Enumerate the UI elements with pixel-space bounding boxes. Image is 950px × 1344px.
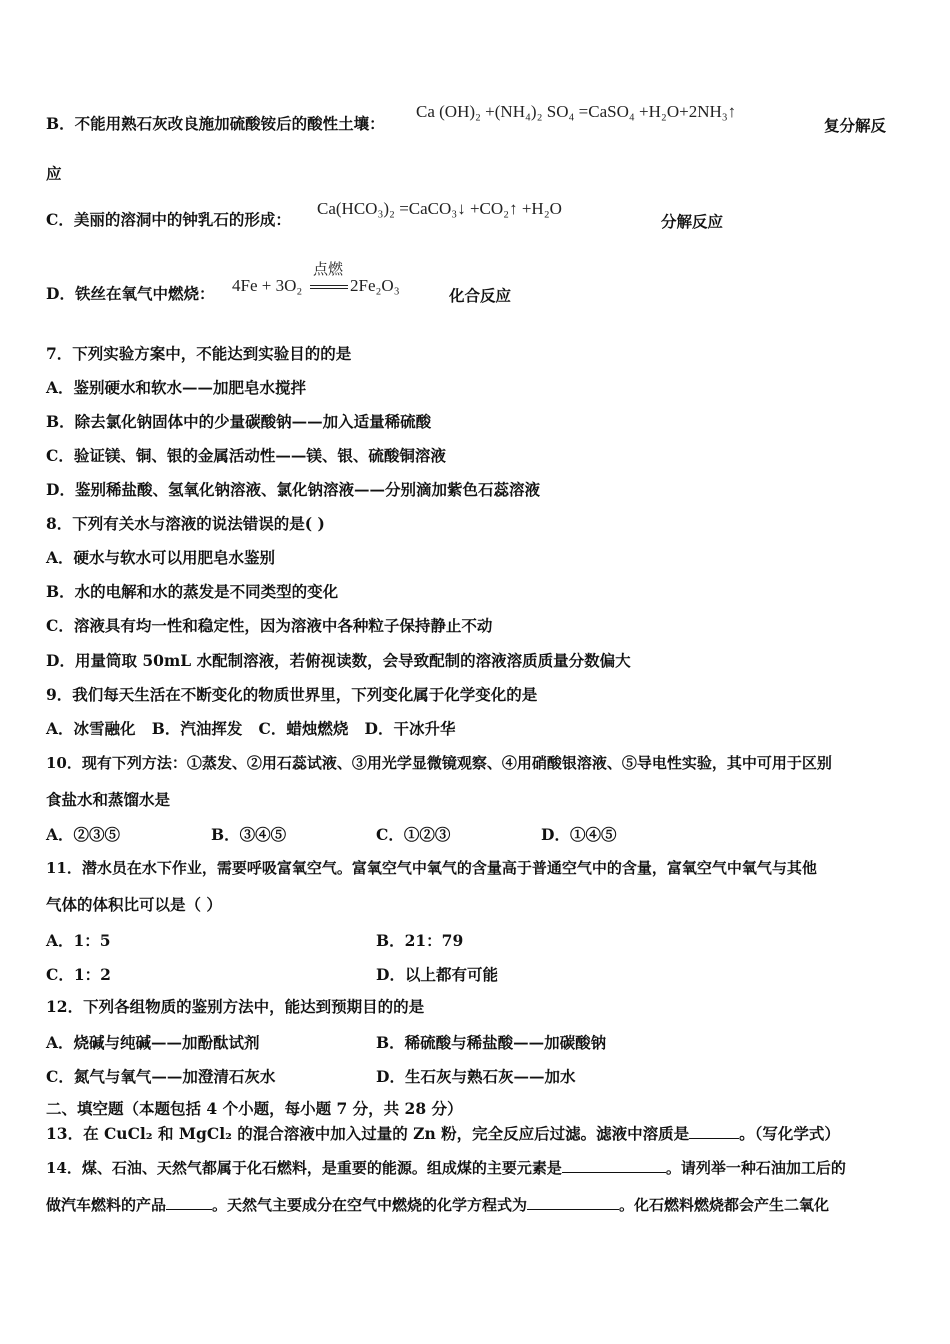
q14-text-1: 14．煤、石油、天然气都属于化石燃料，是重要的能源。组成煤的主要元素是	[46, 1159, 562, 1177]
q12-option-c: C．氮气与氧气——加澄清石灰水	[46, 1067, 276, 1086]
q11-option-c: C．1：2	[46, 965, 111, 984]
q12-option-b: B．稀硫酸与稀盐酸——加碳酸钠	[376, 1033, 607, 1052]
q7-stem: 7．下列实验方案中，不能达到实验目的的是	[46, 344, 352, 363]
q7-option-d: D．鉴别稀盐酸、氢氧化钠溶液、氯化钠溶液——分别滴加紫色石蕊溶液	[46, 480, 540, 499]
q13-text-pre: 13．在 CuCl₂ 和 MgCl₂ 的混合溶液中加入过量的 Zn 粉，完全反应后过滤。滤液中溶质是	[46, 1124, 690, 1143]
q14-answer-blank-3[interactable]	[527, 1195, 619, 1210]
option-b-line: B．不能用熟石灰改良施加硫酸铵后的酸性土壤：	[46, 114, 385, 133]
q11-option-b: B．21：79	[376, 931, 464, 950]
option-d-line: D．铁丝在氧气中燃烧：	[46, 284, 215, 303]
q14-line1	[46, 1158, 846, 1178]
q10-stem-line1: 10．现有下列方法：①蒸发、②用石蕊试液、③用光学显微镜观察、④用硝酸银溶液、⑤导电性实验，其中可用于区别	[46, 754, 832, 772]
equation-d-right: 2Fe₂O₃	[350, 276, 400, 295]
option-c-line: C．美丽的溶洞中的钟乳石的形成：	[46, 210, 291, 229]
q9-options: A．冰雪融化 B．汽油挥发 C．蜡烛燃烧 D．干冰升华	[46, 719, 456, 738]
equation-d-arrow	[310, 285, 348, 289]
reaction-type-d: 化合反应	[449, 286, 512, 305]
reaction-type-b-cont: 应	[46, 164, 62, 183]
q8-option-d: D．用量筒取 50mL 水配制溶液，若俯视读数，会导致配制的溶液溶质质量分数偏大	[46, 651, 631, 670]
q7-option-c: C．验证镁、铜、银的金属活动性——镁、银、硫酸铜溶液	[46, 446, 446, 465]
q11-option-a: A．1：5	[46, 931, 111, 950]
q14-answer-blank-2[interactable]	[166, 1195, 212, 1210]
q12-option-a: A．烧碱与纯碱——加酚酞试剂	[46, 1033, 260, 1052]
q10-stem-line2: 食盐水和蒸馏水是	[46, 790, 171, 809]
q8-stem: 8．下列有关水与溶液的说法错误的是( )	[46, 514, 325, 533]
q12-stem: 12．下列各组物质的鉴别方法中，能达到预期目的的是	[46, 997, 425, 1016]
q10-option-a: A．②③⑤	[46, 825, 121, 844]
q8-option-b: B．水的电解和水的蒸发是不同类型的变化	[46, 582, 339, 601]
q11-stem-line2: 气体的体积比可以是（ ）	[46, 895, 222, 914]
q14-line2	[46, 1195, 829, 1215]
q14-text-5: 。化石燃料燃烧都会产生二氧化	[619, 1196, 830, 1214]
q11-stem-line1: 11．潜水员在水下作业，需要呼吸富氧空气。富氧空气中氧气的含量高于普通空气中的含量，富氧空气中氧气与其他	[46, 859, 817, 877]
q13-answer-blank[interactable]	[689, 1124, 739, 1139]
q10-option-b: B．③④⑤	[211, 825, 287, 844]
q8-option-a: A．硬水与软水可以用肥皂水鉴别	[46, 548, 276, 567]
q13-line	[46, 1124, 840, 1144]
equation-d-left: 4Fe + 3O₂	[232, 276, 303, 295]
section-heading-fill-in: 二、填空题（本题包括 4 个小题，每小题 7 分，共 28 分）	[46, 1099, 463, 1118]
q12-option-d: D．生石灰与熟石灰——加水	[376, 1067, 576, 1086]
q11-option-d: D．以上都有可能	[376, 965, 498, 984]
equation-c: Ca(HCO₃)₂ =CaCO₃↓ +CO₂↑ +H₂O	[317, 199, 562, 218]
q14-text-2: 。请列举一种石油加工后的	[665, 1159, 846, 1177]
q9-stem: 9．我们每天生活在不断变化的物质世界里，下列变化属于化学变化的是	[46, 685, 538, 704]
q10-option-c: C．①②③	[376, 825, 451, 844]
q10-option-d: D．①④⑤	[541, 825, 617, 844]
q14-text-3: 做汽车燃料的产品	[46, 1196, 167, 1214]
reaction-type-c: 分解反应	[661, 212, 724, 231]
equation-b: Ca (OH)₂ +(NH₄)₂ SO₄ =CaSO₄ +H₂O+2NH₃↑	[416, 102, 737, 121]
q14-text-4: 。天然气主要成分在空气中燃烧的化学方程式为	[212, 1196, 528, 1214]
q14-answer-blank-1[interactable]	[562, 1158, 666, 1173]
q8-option-c: C．溶液具有均一性和稳定性，因为溶液中各种粒子保持静止不动	[46, 616, 493, 635]
q7-option-b: B．除去氯化钠固体中的少量碳酸钠——加入适量稀硫酸	[46, 412, 432, 431]
q13-text-post: 。（写化学式）	[739, 1124, 840, 1143]
reaction-type-b: 复分解反	[824, 116, 887, 135]
q7-option-a: A．鉴别硬水和软水——加肥皂水搅拌	[46, 378, 307, 397]
equation-d-condition: 点燃	[313, 262, 344, 278]
